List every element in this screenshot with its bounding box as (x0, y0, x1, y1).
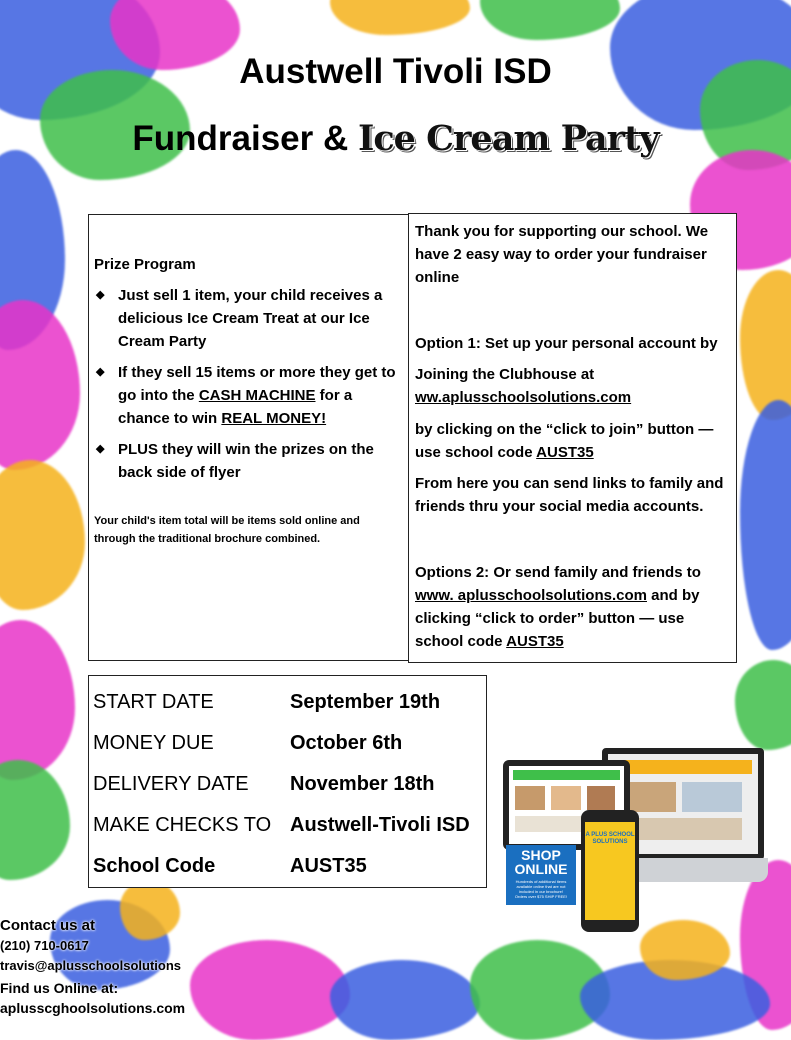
subtitle-prefix: Fundraiser & (132, 119, 349, 158)
prize-bullet-text: Just sell 1 item, your child receives a delicious Ice Cream Treat at our Ice Cream Party (118, 287, 383, 350)
badge-small-text-2: Orders over $75 SHIP FREE! (514, 894, 568, 899)
option2-school-code: AUST35 (506, 633, 564, 650)
diamond-bullet-icon: ◆ (96, 366, 105, 378)
prize-note: Your child's item total will be items sold online and through the traditional brochure combined. (94, 515, 360, 545)
detail-row (93, 764, 482, 805)
detail-row (93, 846, 482, 887)
prize-bullet-text: PLUS they will win the prizes on the back side of flyer (118, 441, 374, 481)
detail-label: START DATE (93, 691, 214, 713)
page-title: Austwell Tivoli ISD (239, 52, 552, 91)
detail-label: School Code (93, 855, 216, 877)
event-details-box (88, 675, 487, 888)
subtitle-highlight: Ice Cream Party (358, 118, 659, 159)
prize-program-box (88, 214, 410, 661)
option1-line4: From here you can send links to family and friends thru your social media accounts. (415, 475, 724, 515)
contact-website[interactable]: aplusscghoolsolutions.com (0, 1000, 186, 1016)
diamond-bullet-icon: ◆ (96, 443, 105, 455)
contact-phone: (210) 710-0617 (0, 938, 89, 953)
contact-email[interactable]: travis@aplusschoolsolutions (0, 958, 181, 973)
option1-url-link[interactable]: ww.aplusschoolsolutions.com (415, 389, 632, 406)
badge-line1: SHOP (521, 847, 561, 863)
detail-value: AUST35 (290, 855, 367, 877)
cash-machine-text: CASH MACHINE (198, 387, 316, 404)
real-money-text: REAL MONEY! (221, 410, 327, 427)
option2-line1: Options 2: Or send family and friends to (415, 564, 701, 581)
option2-url-link[interactable]: www. aplusschoolsolutions.com (415, 587, 647, 604)
detail-label: MONEY DUE (93, 732, 214, 754)
bullet2-text: If they sell 15 items or more they get to go into the (118, 364, 396, 404)
option2-line2 (415, 584, 728, 653)
detail-row (93, 682, 482, 723)
badge-small-text: Hundreds of additional items available online that are not included in our brochure! (515, 879, 567, 894)
ordering-intro: Thank you for supporting our school. We have 2 easy way to order your fundraiser online (415, 223, 709, 286)
option1-line1: Option 1: Set up your personal account by (415, 335, 718, 352)
badge-line2: ONLINE (514, 861, 568, 877)
online-heading: Find us Online at: (0, 980, 119, 996)
prize-bullet (94, 361, 403, 430)
detail-value: October 6th (290, 732, 403, 754)
prize-bullet (94, 284, 403, 353)
detail-row (93, 805, 482, 846)
contact-block (0, 916, 185, 1018)
detail-value: Austwell-Tivoli ISD (290, 814, 470, 836)
prize-bullet-text (118, 361, 403, 430)
page-subtitle (0, 118, 791, 159)
contact-heading: Contact us at (0, 917, 96, 934)
detail-value: November 18th (290, 773, 435, 795)
option2-line2-text: and by clicking “click to order” button — use school code (415, 587, 700, 650)
shop-online-badge (506, 845, 576, 905)
brand-logo: A PLUS SCHOOL SOLUTIONS (585, 832, 635, 845)
detail-row (93, 723, 482, 764)
phone-graphic (581, 810, 639, 932)
prize-bullet (94, 438, 403, 484)
option1-line2: Joining the Clubhouse at (415, 366, 595, 383)
ordering-box (408, 213, 737, 663)
option1-line3-text: by clicking on the “click to join” button — use school code (415, 421, 714, 461)
detail-label: DELIVERY DATE (93, 773, 249, 795)
bullet2-mid-text: for a chance to win (118, 387, 353, 427)
option1-line3 (415, 418, 728, 464)
prize-program-heading: Prize Program (94, 256, 196, 273)
detail-value: September 19th (290, 691, 441, 713)
diamond-bullet-icon: ◆ (96, 289, 105, 301)
detail-label: MAKE CHECKS TO (93, 814, 272, 836)
option1-school-code: AUST35 (536, 444, 594, 461)
